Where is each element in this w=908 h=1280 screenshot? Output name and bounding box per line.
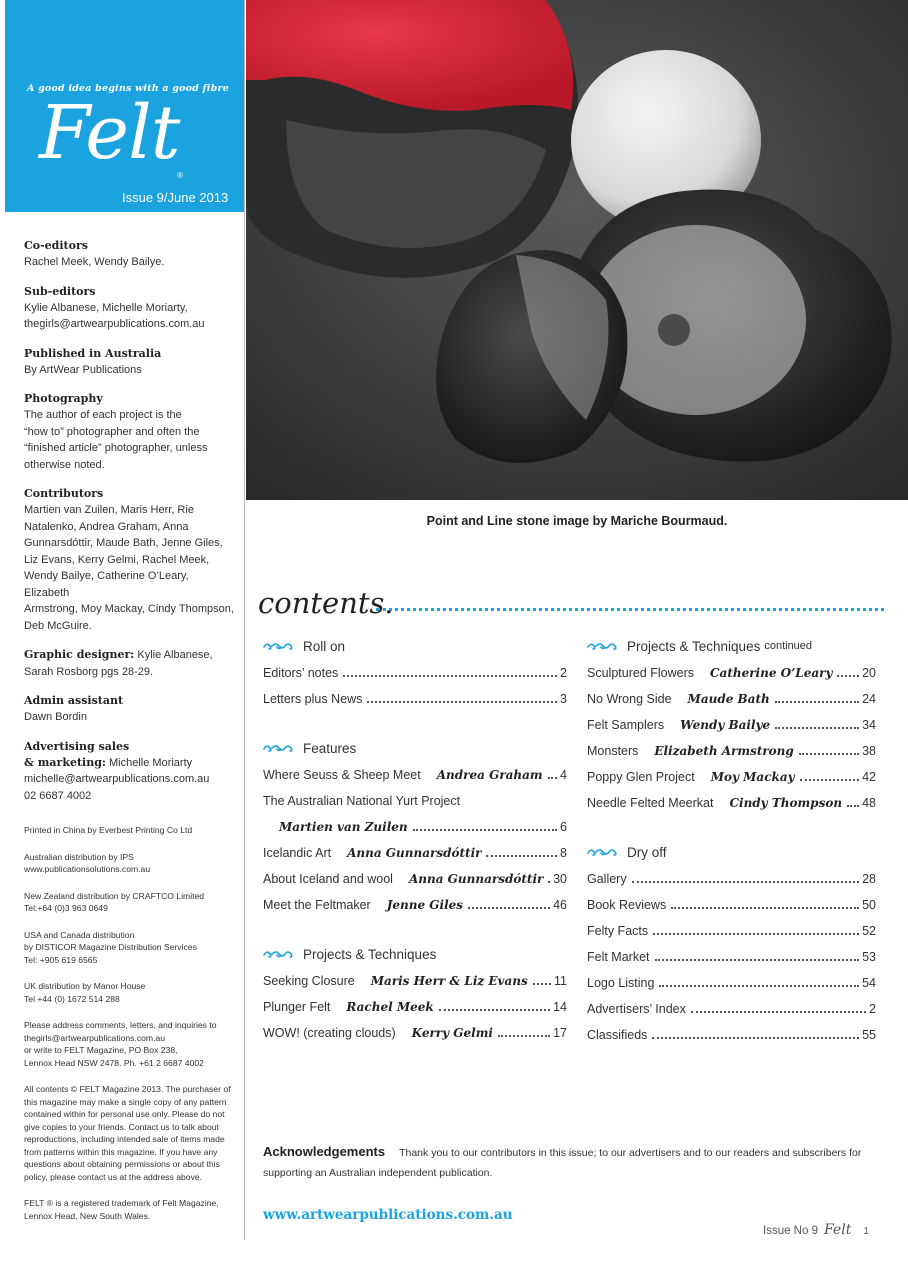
advertising-email[interactable]: michelle@artwearpublications.com.au — [24, 773, 210, 785]
entry-page: 55 — [862, 1028, 876, 1042]
admin-heading: Admin assistant — [24, 694, 124, 707]
advertising-heading: Advertising sales — [24, 739, 130, 753]
entry-leader-dots — [775, 727, 859, 729]
entry-leader-dots — [847, 805, 859, 807]
section-title: Projects & Techniques — [627, 638, 761, 654]
swirl-ornament-icon — [587, 847, 619, 857]
contents-entry[interactable] — [263, 762, 567, 788]
entry-leader-dots — [498, 1035, 550, 1037]
entry-leader-dots — [486, 855, 557, 857]
credit-line: The author of each project is the — [24, 409, 182, 421]
entry-leader-dots — [652, 1037, 859, 1039]
entry-title: Felty Facts — [587, 924, 649, 938]
fine-print-line: this magazine may make a single copy of any pattern — [24, 1096, 227, 1107]
section-gap — [263, 712, 567, 736]
fine-print-line: from patterns within this magazine. If you have any — [24, 1146, 218, 1157]
entry-author: Anna Gunnarsdóttir — [408, 872, 544, 886]
section-note: continued — [764, 640, 813, 652]
contents-entry[interactable] — [263, 788, 567, 814]
hero-image — [246, 0, 908, 500]
fine-print-block — [24, 890, 236, 915]
graphic-designer-name: Kylie Albanese, — [137, 649, 213, 661]
entry-title: Editors’ notes — [263, 666, 339, 680]
fine-print-line: All contents © FELT Magazine 2013. The purchaser of — [24, 1084, 231, 1094]
contents-entry[interactable] — [587, 764, 876, 790]
entry-page: 48 — [862, 796, 876, 810]
contents-entry[interactable] — [263, 660, 567, 686]
entry-page: 53 — [862, 950, 876, 964]
entry-author: Andrea Graham — [436, 768, 543, 782]
entry-leader-dots — [468, 907, 550, 909]
entry-page: 46 — [553, 898, 567, 912]
acknowledgements — [263, 1142, 883, 1183]
entry-title: Logo Listing — [587, 976, 655, 990]
graphic-designer-heading: Graphic designer: — [24, 648, 135, 661]
contents-entry[interactable] — [587, 790, 876, 816]
contents-title: contents. — [258, 586, 394, 620]
contents-entry[interactable] — [587, 738, 876, 764]
credit-line: Rachel Meek, Wendy Bailye. — [24, 256, 165, 268]
contents-entry[interactable] — [263, 1020, 567, 1046]
entry-title: Needle Felted Meerkat — [587, 796, 714, 810]
entry-title: Felt Samplers — [587, 718, 665, 732]
entry-page: 50 — [862, 898, 876, 912]
entry-author: Cindy Thompson — [729, 796, 843, 810]
credit-heading: Sub-editors — [24, 284, 96, 298]
contents-entry[interactable] — [587, 1022, 876, 1048]
credit-heading: Published in Australia — [24, 346, 162, 360]
fine-print-line: USA and Canada distribution — [24, 929, 135, 940]
credit-line: Deb McGuire. — [24, 619, 92, 632]
entry-title: Advertisers’ Index — [587, 1002, 686, 1016]
credit-line: Kylie Albanese, Michelle Moriarty, — [24, 301, 188, 314]
fine-print-line: Lennox Head NSW 2478. Ph. +61 2 6687 4002 — [24, 1057, 204, 1068]
entry-title: About Iceland and wool — [263, 872, 393, 886]
entry-leader-dots — [799, 753, 859, 755]
entry-author: Maude Bath — [687, 692, 770, 706]
contents-right-column — [587, 634, 876, 1048]
entry-leader-dots — [439, 1009, 550, 1011]
entry-author: Rachel Meek — [346, 1000, 434, 1014]
entry-page: 4 — [560, 768, 567, 782]
entry-title: Book Reviews — [587, 898, 667, 912]
entry-title: The Australian National Yurt Project — [263, 794, 461, 808]
entry-leader-dots — [655, 959, 860, 961]
entry-page: 14 — [553, 1000, 567, 1014]
contents-entry[interactable] — [587, 660, 876, 686]
contents-entry[interactable] — [263, 968, 567, 994]
fine-print-block — [24, 980, 236, 1005]
entry-page: 3 — [560, 692, 567, 706]
fine-print-line: Tel +44 (0) 1672 514 288 — [24, 993, 120, 1004]
sidebar — [0, 0, 245, 1240]
entry-leader-dots — [413, 829, 557, 831]
fine-print-line: give copies to your friends. Contact us to talk about — [24, 1121, 219, 1132]
contents-entry[interactable] — [263, 686, 567, 712]
fine-print-line: contained within for personal use only. Please do not — [24, 1109, 225, 1119]
entry-page: 42 — [862, 770, 876, 784]
admin-block — [24, 693, 236, 726]
fine-print-line: Please address comments, letters, and inquiries to — [24, 1020, 217, 1030]
contents-entry[interactable] — [263, 994, 567, 1020]
entry-leader-dots — [548, 777, 557, 779]
contents-entry[interactable] — [263, 814, 567, 840]
fine-print-line: policy, please contact us at the address above. — [24, 1171, 203, 1182]
credit-line: Natalenko, Andrea Graham, Anna — [24, 520, 189, 533]
admin-name: Dawn Bordin — [24, 711, 87, 723]
credit-block — [24, 391, 236, 473]
entry-author: Wendy Bailye — [680, 718, 771, 732]
advertising-block — [24, 739, 236, 805]
entry-author: Elizabeth Armstrong — [654, 744, 794, 758]
entry-page: 52 — [862, 924, 876, 938]
entry-title: No Wrong Side — [587, 692, 672, 706]
contents-header — [258, 586, 888, 622]
entry-page: 28 — [862, 872, 876, 886]
credit-block — [24, 346, 236, 379]
credit-block — [24, 238, 236, 271]
credit-line: Martien van Zuilen, Maris Herr, Rie — [24, 504, 194, 516]
credits — [24, 238, 236, 1236]
fine-print-line: Tel:+64 (0)3 963 0649 — [24, 903, 108, 913]
acknowledgements-text: Thank you to our contributors in this issue; to our advertisers and to our readers and subscribers for supporting an Australian independent publication. — [263, 1147, 862, 1179]
contents-section-heading — [263, 634, 567, 658]
entry-page: 6 — [560, 820, 567, 834]
fine-print-block — [24, 851, 236, 876]
entry-page: 38 — [862, 744, 876, 758]
graphic-designer-block — [24, 647, 236, 680]
credit-line: Liz Evans, Kerry Gelmi, Rachel Meek, — [24, 553, 210, 566]
contents-entry[interactable] — [587, 944, 876, 970]
section-title: Projects & Techniques — [303, 946, 437, 962]
swirl-ornament-icon — [263, 949, 295, 959]
acknowledgements-heading: Acknowledgements — [263, 1144, 386, 1159]
fine-print-line: reproductions, including intended sale of items made — [24, 1134, 225, 1144]
entry-title: Icelandic Art — [263, 846, 332, 860]
entry-leader-dots — [367, 701, 557, 703]
page-footer — [763, 1222, 869, 1238]
entry-author: Catherine O’Leary — [710, 666, 833, 680]
entry-leader-dots — [837, 675, 859, 677]
entry-title: WOW! (creating clouds) — [263, 1026, 396, 1040]
swirl-ornament-icon — [263, 743, 295, 753]
contents-left-column — [263, 634, 567, 1046]
contents-entry[interactable] — [587, 892, 876, 918]
fine-print-line: questions about obtaining permissions or about this — [24, 1159, 220, 1169]
fine-print-line: by DISTICOR Magazine Distribution Services — [24, 942, 197, 952]
fine-print-block — [24, 1019, 236, 1069]
contents-entry[interactable] — [587, 970, 876, 996]
credit-heading: Photography — [24, 392, 103, 405]
contents-entry[interactable] — [587, 686, 876, 712]
section-title: Dry off — [627, 844, 667, 860]
entry-title: Felt Market — [587, 950, 650, 964]
credit-line: By ArtWear Publications — [24, 363, 142, 376]
issue-label: Issue 9/June 2013 — [122, 190, 229, 205]
entry-title: Gallery — [587, 872, 627, 886]
contents-section-heading — [263, 736, 567, 760]
contents-section-heading — [587, 840, 876, 864]
entry-page: 34 — [862, 718, 876, 732]
credit-heading: Contributors — [24, 487, 104, 500]
swirl-ornament-icon — [587, 641, 619, 651]
fine-print-line: New Zealand distribution by CRAFTCO Limited — [24, 890, 205, 901]
contents-entry[interactable] — [587, 712, 876, 738]
contents-entry[interactable] — [587, 866, 876, 892]
advertising-name: Michelle Moriarty — [109, 756, 193, 769]
entry-title: Where Seuss & Sheep Meet — [263, 768, 421, 782]
entry-page: 8 — [560, 846, 567, 860]
entry-title: Seeking Closure — [263, 974, 355, 988]
entry-page: 2 — [560, 666, 567, 680]
contents-entry[interactable] — [587, 918, 876, 944]
credit-line: Armstrong, Moy Mackay, Cindy Thompson, — [24, 603, 234, 615]
fine-print-block — [24, 929, 236, 967]
entry-leader-dots — [659, 985, 859, 987]
registered-mark: ® — [177, 171, 183, 180]
fine-print-block — [24, 1197, 236, 1222]
entry-leader-dots — [691, 1011, 866, 1013]
section-gap — [587, 816, 876, 840]
section-title: Features — [303, 740, 357, 756]
swirl-ornament-icon — [263, 641, 295, 651]
contents-dotted-rule — [376, 608, 884, 611]
entry-title: Classifieds — [587, 1028, 648, 1042]
entry-leader-dots — [533, 983, 551, 985]
entry-leader-dots — [653, 933, 859, 935]
fine-print-line: Printed in China by Everbest Printing Co Ltd — [24, 825, 193, 835]
masthead — [5, 0, 244, 212]
contents-section-heading — [587, 634, 876, 658]
credit-block — [24, 486, 236, 634]
entry-author: Kerry Gelmi — [411, 1026, 493, 1040]
contents-entry[interactable] — [263, 866, 567, 892]
entry-page: 17 — [553, 1026, 567, 1040]
entry-page: 54 — [862, 976, 876, 990]
credit-line: “how to” photographer and often the — [24, 425, 200, 438]
contents-section-heading — [263, 942, 567, 966]
credit-line: thegirls@artwearpublications.com.au — [24, 318, 205, 330]
entry-author: Maris Herr & Liz Evans — [370, 974, 528, 988]
fine-print-block — [24, 824, 236, 837]
marketing-heading: & marketing: — [24, 755, 106, 769]
fine-print-line: UK distribution by Manor House — [24, 981, 146, 991]
credit-line: Wendy Bailye, Catherine O’Leary, Elizabeth — [24, 570, 189, 599]
entry-page: 20 — [862, 666, 876, 680]
entry-leader-dots — [800, 779, 860, 781]
credit-block — [24, 284, 236, 333]
entry-page: 2 — [869, 1002, 876, 1016]
section-gap — [263, 918, 567, 942]
fine-print-line: Australian distribution by IPS — [24, 851, 134, 862]
entry-author: Martien van Zuilen — [279, 820, 408, 834]
fine-print-line: FELT ® is a registered trademark of Felt Magazine, — [24, 1198, 219, 1208]
fine-print-line: www.publicationsolutions.com.au — [24, 864, 151, 874]
entry-title: Poppy Glen Project — [587, 770, 695, 784]
entry-page: 30 — [553, 872, 567, 886]
entry-title: Meet the Feltmaker — [263, 898, 371, 912]
entry-leader-dots — [671, 907, 859, 909]
entry-title: Letters plus News — [263, 692, 363, 706]
section-title: Roll on — [303, 638, 346, 654]
entry-title: Monsters — [587, 744, 639, 758]
website-link[interactable]: www.artwearpublications.com.au — [263, 1207, 513, 1223]
entry-page: 24 — [862, 692, 876, 706]
felt-logo: Felt — [39, 90, 180, 176]
contents-entry[interactable] — [587, 996, 876, 1022]
entry-leader-dots — [343, 675, 557, 677]
hero-caption: Point and Line stone image by Mariche Bourmaud. — [426, 514, 728, 528]
contents-entry[interactable] — [263, 892, 567, 918]
entry-author: Jenne Giles — [386, 898, 464, 912]
fine-print-block — [24, 1083, 236, 1183]
contents-entry[interactable] — [263, 840, 567, 866]
page-number: 1 — [863, 1226, 869, 1237]
credit-heading: Co-editors — [24, 239, 88, 252]
entry-leader-dots — [548, 881, 550, 883]
credit-line: “finished article” photographer, unless — [24, 442, 208, 454]
footer-issue: Issue No 9 — [763, 1225, 818, 1237]
entry-title: Sculptured Flowers — [587, 666, 694, 680]
graphic-designer-extra: Sarah Rosborg pgs 28-29. — [24, 665, 154, 678]
fine-print-line: thegirls@artwearpublications.com.au — [24, 1032, 166, 1043]
fine-print-line: Lennox Head, New South Wales. — [24, 1210, 151, 1221]
credit-line: Gunnarsdóttir, Maude Bath, Jenne Giles, — [24, 537, 223, 549]
credit-line: otherwise noted. — [24, 458, 105, 471]
entry-author: Anna Gunnarsdóttir — [347, 846, 482, 860]
tagline: A good idea begins with a good fibre — [27, 83, 229, 94]
fine-print-line: Tel: +905 619 6565 — [24, 954, 98, 965]
fine-print-line: or write to FELT Magazine, PO Box 238, — [24, 1045, 178, 1055]
entry-leader-dots — [632, 881, 860, 883]
footer-logo: Felt — [823, 1222, 852, 1238]
entry-title: Plunger Felt — [263, 1000, 331, 1014]
felt-stones-illustration — [246, 0, 908, 500]
entry-leader-dots — [775, 701, 859, 703]
entry-page: 11 — [554, 974, 567, 988]
entry-author: Moy Mackay — [710, 770, 795, 784]
advertising-phone: 02 6687 4002 — [24, 789, 92, 802]
